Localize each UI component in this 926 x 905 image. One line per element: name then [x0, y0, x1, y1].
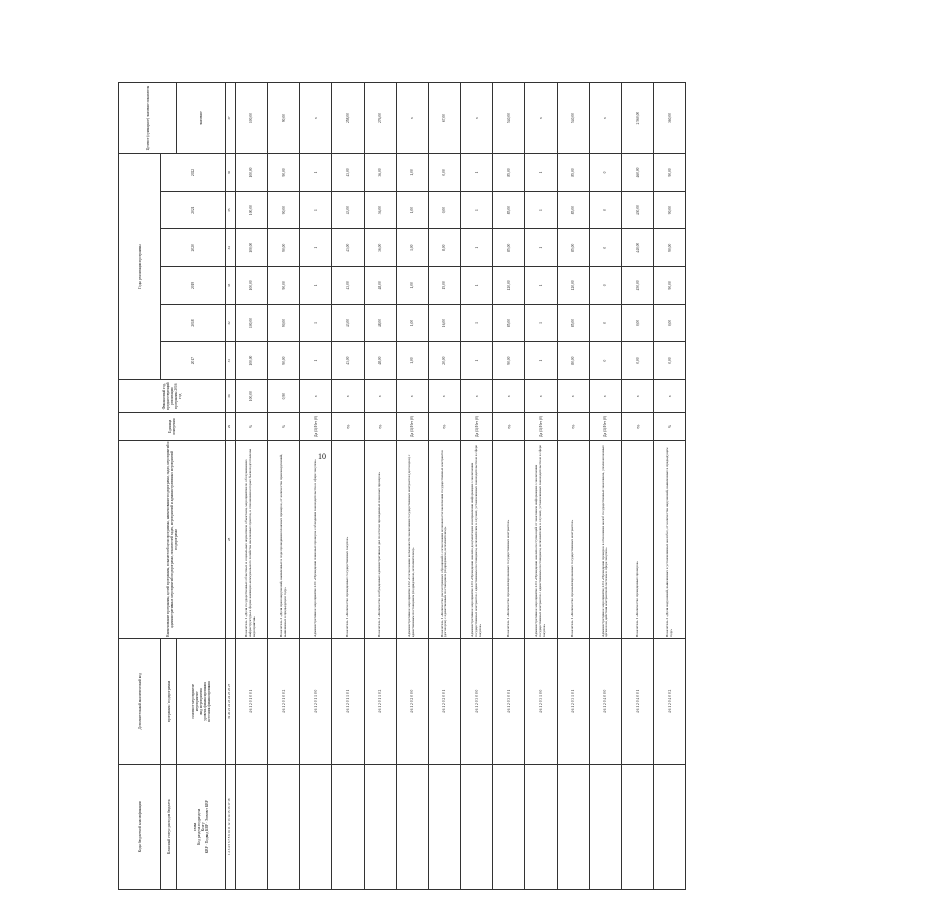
year-value-cell: 43,00 — [332, 191, 364, 229]
add-code-cell: 4 6 1 2 0 1 0 0 1 — [235, 639, 267, 764]
unit-header: Единица измерения — [119, 413, 226, 440]
year-value-cell: 85,00 — [493, 229, 525, 267]
year-value-cell: 0 — [589, 267, 621, 305]
add-code-cell: 4 6 1 2 0 4 0 0 2 — [654, 639, 686, 764]
year-value-cell: 0,00 — [428, 154, 460, 192]
unit-cell: ед. — [364, 413, 396, 440]
year-value-cell: 1 — [525, 229, 557, 267]
year-value-cell: 1,00 — [396, 342, 428, 380]
year-value-cell: 120,00 — [557, 267, 589, 305]
name-cell: Показатель 2 «Количество возбужденных административных дел по итогам проведенных плановых проверок» — [364, 440, 396, 639]
table-row — [364, 83, 396, 890]
kbk-code-cell — [267, 764, 299, 889]
year-value-cell: 85,00 — [557, 304, 589, 342]
year-value-cell: 100,00 — [235, 342, 267, 380]
year-value-cell: 90,00 — [654, 267, 686, 305]
base-cell: x — [461, 379, 493, 412]
unit-cell: % — [267, 413, 299, 440]
year-value-cell: 1 — [300, 304, 332, 342]
year-value-cell: 0,00 — [428, 191, 460, 229]
unit-cell: ед. — [493, 413, 525, 440]
add-code-cell: 4 6 1 2 0 3 0 0 0 — [461, 639, 493, 764]
table-row — [557, 83, 589, 890]
final-value-cell: 67,00 — [428, 83, 460, 154]
year-value-cell: 1 — [300, 154, 332, 192]
unit-cell: Да (1)/Нет (0) — [525, 413, 557, 440]
year-value-cell: 100,00 — [235, 304, 267, 342]
year-value-cell: 36,00 — [364, 229, 396, 267]
final-value-cell: x — [589, 83, 621, 154]
col-nums-add: 19 20 21 22 23 24 25 26 27 — [225, 639, 235, 764]
year-value-cell: 8,00 — [428, 229, 460, 267]
add-code-cell: 4 6 1 2 0 3 1 0 1 — [557, 639, 589, 764]
year-value-cell: 1 — [461, 267, 493, 305]
addcode-subheaders: основное мероприятие мероприятие вид мероприятия уровень финансирования источник финансирования — [177, 639, 225, 764]
kbk-code-cell — [332, 764, 364, 889]
year-value-cell: 90,00 — [654, 191, 686, 229]
year-value-cell: 90,00 — [267, 154, 299, 192]
name-cell: Показатель 2 «Доля нарушений, выявленных в установленных жалобах, от количества нарушений, выявленных в предыдущем году» — [654, 440, 686, 639]
name-cell: Административное мероприятие 2.03 «Проведение анализа поступающей от заказчиков информации о заключении государственных контрактов с единственным поставщиком, исполнителем в случаях, установленных законодательством в сфере закупок» — [525, 440, 557, 639]
year-value-cell: 1,00 — [396, 154, 428, 192]
base-year-header: Финансовый год, предшествующий реализации программы 2016 год — [119, 379, 226, 412]
add-code-cell: 4 6 1 2 0 1 1 0 2 — [364, 639, 396, 764]
year-value-cell: 0 — [589, 342, 621, 380]
table-row — [300, 83, 332, 890]
final-value-cell: 540,00 — [557, 83, 589, 154]
year-value-cell: 0,00 — [622, 342, 654, 380]
unit-cell: Да (1)/Нет (0) — [589, 413, 621, 440]
col-num: 32 — [225, 304, 235, 342]
final-value-cell: 100,00 — [235, 83, 267, 154]
kbk-code-cell — [428, 764, 460, 889]
base-cell: x — [332, 379, 364, 412]
year-value-cell: 85,00 — [557, 229, 589, 267]
base-cell: x — [396, 379, 428, 412]
add-code-cell: 4 6 1 2 0 3 0 0 1 — [493, 639, 525, 764]
add-code-cell: 4 6 1 2 0 2 0 0 0 — [396, 639, 428, 764]
year-value-cell: 1 — [300, 229, 332, 267]
kbk-subheaders: глава Код раздела подраздела Косгу КВР · Подвид КВР · Элемент КВР — [177, 764, 225, 889]
base-cell: x — [300, 379, 332, 412]
year-value-cell: 43,00 — [332, 229, 364, 267]
add-code-cell: 4 6 1 2 0 2 0 0 1 — [428, 639, 460, 764]
year-value-cell: 0 — [589, 229, 621, 267]
table-row — [654, 83, 686, 890]
add-code-cell: 4 6 1 2 0 1 0 0 2 — [267, 639, 299, 764]
kbk-code-cell — [622, 764, 654, 889]
year-value-cell: 1 — [461, 154, 493, 192]
program-indicators-table — [118, 82, 686, 890]
year-value-cell: 48,00 — [364, 267, 396, 305]
final-value-cell: x — [300, 83, 332, 154]
year-value-cell: 1 — [461, 304, 493, 342]
unit-cell: ед. — [557, 413, 589, 440]
year-value-cell: 16,00 — [428, 304, 460, 342]
year-value-cell: 1,00 — [396, 229, 428, 267]
year-value-cell: 0,00 — [622, 304, 654, 342]
year-value-cell: 90,00 — [654, 229, 686, 267]
year-value-cell: 0 — [589, 304, 621, 342]
year-value-cell: 43,00 — [332, 304, 364, 342]
name-header: Наименование программы, целей программы, показателей цели программы, наименование подпрограмм, задач, мероприятий и административных мероприятий подпрограмм, показателей задач, мероприятий и административных мероприятий подпрограмм — [119, 440, 226, 639]
year-value-cell: 1,00 — [396, 304, 428, 342]
final-value-cell: 90,00 — [267, 83, 299, 154]
year-value-cell: 43,00 — [332, 154, 364, 192]
table-row — [428, 83, 460, 890]
year-value-cell: 1 — [461, 342, 493, 380]
year-value-cell: 15,00 — [428, 267, 460, 305]
final-value-cell: x — [461, 83, 493, 154]
year-value-cell: 90,00 — [267, 191, 299, 229]
base-cell: 100,00 — [235, 379, 267, 412]
page-number: 10 — [318, 452, 326, 461]
add-code-cell: 4 6 1 2 0 3 1 0 0 — [525, 639, 557, 764]
year-value-cell: 0,00 — [654, 304, 686, 342]
final-value-cell: 276,00 — [364, 83, 396, 154]
year-value-cell: 1 — [300, 191, 332, 229]
col-num: 33 — [225, 267, 235, 305]
table-row — [267, 83, 299, 890]
col-num: 30 — [225, 379, 235, 412]
kbk-code-cell — [396, 764, 428, 889]
col-num: 34 — [225, 229, 235, 267]
year-value-cell: 100,00 — [235, 267, 267, 305]
table-row — [332, 83, 364, 890]
year-value-cell: 36,00 — [364, 154, 396, 192]
year-value-cell: 1 — [461, 191, 493, 229]
table-row — [396, 83, 428, 890]
year-value-cell: 0 — [589, 154, 621, 192]
col-nums-kbk: 1 2 3 4 5 6 7 8 9 10 11 12 13 14 15 16 17 18 — [225, 764, 235, 889]
final-sub-header: значение — [177, 83, 225, 154]
year-value-cell: 430,00 — [622, 191, 654, 229]
year-2017: 2017 — [161, 342, 225, 380]
kbk-code-cell — [493, 764, 525, 889]
unit-cell: Да (1)/Нет (0) — [300, 413, 332, 440]
year-value-cell: 1 — [300, 342, 332, 380]
year-value-cell: 85,00 — [493, 191, 525, 229]
year-value-cell: 100,00 — [235, 229, 267, 267]
final-header: Целевое (суммарное) значение показателя — [119, 83, 177, 154]
year-value-cell: 43,00 — [332, 267, 364, 305]
year-value-cell: 120,00 — [493, 267, 525, 305]
add-code-cell: 4 6 1 2 0 1 1 0 0 — [300, 639, 332, 764]
final-value-cell: x — [525, 83, 557, 154]
add-code-cell: 4 6 1 2 0 1 1 0 1 — [332, 639, 364, 764]
year-value-cell: 48,00 — [364, 342, 396, 380]
kbk-header: Коды бюджетной классификации — [119, 764, 161, 889]
column-number-row — [225, 83, 235, 890]
table-row — [461, 83, 493, 890]
year-value-cell: 85,00 — [493, 154, 525, 192]
year-value-cell: 1 — [525, 154, 557, 192]
kbk-code-cell — [654, 764, 686, 889]
name-cell: Административное мероприятие 2.04 «Проведение проверок в отношении жалоб государственных заказчиков, уполномоченных органов на действия контрактной системы в сфере закупок» — [589, 440, 621, 639]
year-value-cell: 0,00 — [654, 342, 686, 380]
years-header: Годы реализации программы — [119, 154, 161, 380]
kbk-code-cell — [557, 764, 589, 889]
name-cell: Показатель 2 «Доля правонарушений, выявленных в ходе проведения плановых проверок, от количества правонарушений, выявленных в предыдущем году» — [267, 440, 299, 639]
year-value-cell: 440,00 — [622, 229, 654, 267]
year-value-cell: 90,00 — [654, 154, 686, 192]
kbk-code-cell — [235, 764, 267, 889]
table-row — [589, 83, 621, 890]
year-value-cell: 80,00 — [557, 342, 589, 380]
base-cell: x — [525, 379, 557, 412]
add-sub-header: программа / подпрограмма — [161, 639, 177, 764]
base-cell: 0,90 — [267, 379, 299, 412]
unit-cell: % — [654, 413, 686, 440]
year-value-cell: 460,00 — [622, 154, 654, 192]
year-value-cell: 1 — [525, 191, 557, 229]
name-cell: Административное мероприятие 2.02 «Согласование возможности заключения государственных контрактов (договоров) с единственным поставщиком (подрядчиком, исполнителем)» — [396, 440, 428, 639]
base-cell: x — [428, 379, 460, 412]
year-2021: 2021 — [161, 191, 225, 229]
base-cell: x — [622, 379, 654, 412]
year-value-cell: 90,00 — [267, 229, 299, 267]
final-value-cell: 540,00 — [493, 83, 525, 154]
year-value-cell: 90,00 — [267, 267, 299, 305]
year-value-cell: 100,00 — [235, 191, 267, 229]
year-value-cell: 1 — [525, 304, 557, 342]
base-cell: x — [364, 379, 396, 412]
base-cell: x — [557, 379, 589, 412]
name-cell: Показатель 1 «Количество проведенных проверок» — [622, 440, 654, 639]
final-value-cell: 360,00 — [654, 83, 686, 154]
table-row — [525, 83, 557, 890]
year-value-cell: 1,00 — [396, 267, 428, 305]
year-2020: 2020 — [161, 229, 225, 267]
col-num: 37 — [225, 83, 235, 154]
kbk-code-cell — [461, 764, 493, 889]
year-value-cell: 1 — [525, 267, 557, 305]
final-value-cell: 258,00 — [332, 83, 364, 154]
year-2022: 2022 — [161, 154, 225, 192]
base-cell: x — [589, 379, 621, 412]
col-num: 31 — [225, 342, 235, 380]
name-cell: Показатель 1 «Количество проанализированных государственных контрактов» — [557, 440, 589, 639]
year-value-cell: 85,00 — [557, 154, 589, 192]
year-value-cell: 43,00 — [332, 342, 364, 380]
year-value-cell: 0 — [589, 191, 621, 229]
year-value-cell: 1 — [300, 267, 332, 305]
rotated-sheet — [118, 85, 926, 890]
year-value-cell: 48,00 — [364, 304, 396, 342]
kvr-group-header: Классный статус расходов бюджета — [161, 764, 177, 889]
col-num: 28 — [225, 440, 235, 639]
add-code-cell: 4 6 1 2 0 4 0 0 0 — [589, 639, 621, 764]
col-num: 29 — [225, 413, 235, 440]
name-cell: Показатель 1 «Количество проанализированных государственных контрактов» — [493, 440, 525, 639]
kbk-code-cell — [525, 764, 557, 889]
table-row — [235, 83, 267, 890]
col-num: 35 — [225, 191, 235, 229]
add-code-cell: 4 6 1 2 0 4 0 0 1 — [622, 639, 654, 764]
year-value-cell: 90,00 — [267, 342, 299, 380]
addcode-header: Дополнительный аналитический код — [119, 639, 161, 764]
year-value-cell: 450,00 — [622, 267, 654, 305]
year-value-cell: 100,00 — [235, 154, 267, 192]
base-cell: x — [654, 379, 686, 412]
name-cell: Показатель 1 «Количество проведенных государственных закупок» — [332, 440, 364, 639]
final-value-cell: x — [396, 83, 428, 154]
col-num: 36 — [225, 154, 235, 192]
base-cell: x — [493, 379, 525, 412]
unit-cell: ед. — [332, 413, 364, 440]
kbk-code-cell — [364, 764, 396, 889]
year-value-cell: 1 — [525, 342, 557, 380]
name-cell: Административное мероприятие 2.03 «Проведение анализа документации и направление информации о заключении государственных контрактов с единственным поставщиком, исполнителем в случаях, установленных законодательством в сфере закупок» — [461, 440, 493, 639]
year-2018: 2018 — [161, 304, 225, 342]
final-value-cell: 2 560,00 — [622, 83, 654, 154]
kbk-code-cell — [300, 764, 332, 889]
year-value-cell: 1,00 — [396, 191, 428, 229]
unit-cell: Да (1)/Нет (0) — [461, 413, 493, 440]
table-row — [493, 83, 525, 890]
year-value-cell: 20,00 — [428, 342, 460, 380]
year-value-cell: 85,00 — [493, 304, 525, 342]
year-value-cell: 90,00 — [267, 304, 299, 342]
name-cell: Показатель 1 «Количество рассмотренных обращений о согласовании возможности заключения государственных контрактов (договоров) с единственным поставщиком (подрядчиком, исполнителем)» — [428, 440, 460, 639]
year-2019: 2019 — [161, 267, 225, 305]
unit-cell: ед. — [622, 413, 654, 440]
year-value-cell: 85,00 — [557, 191, 589, 229]
kbk-code-cell — [589, 764, 621, 889]
year-value-cell: 1 — [461, 229, 493, 267]
unit-cell: ед. — [428, 413, 460, 440]
name-cell: Показатель 1 «Доля государственных областных и социальных нормативов объектами, мероприятия по обслуживанию инфраструктуры в форме жилищно-коммунального хозяйства населенных пунктов, в отношении которых были подготовлены мероприятия» — [235, 440, 267, 639]
unit-cell: % — [235, 413, 267, 440]
name-cell: Административное мероприятие 2.01 «Проведение плановых проверок соблюдения законодательства в сфере закупок» — [300, 440, 332, 639]
year-value-cell: 36,00 — [364, 191, 396, 229]
unit-cell: Да (1)/Нет (0) — [396, 413, 428, 440]
table-row — [622, 83, 654, 890]
year-value-cell: 90,00 — [493, 342, 525, 380]
